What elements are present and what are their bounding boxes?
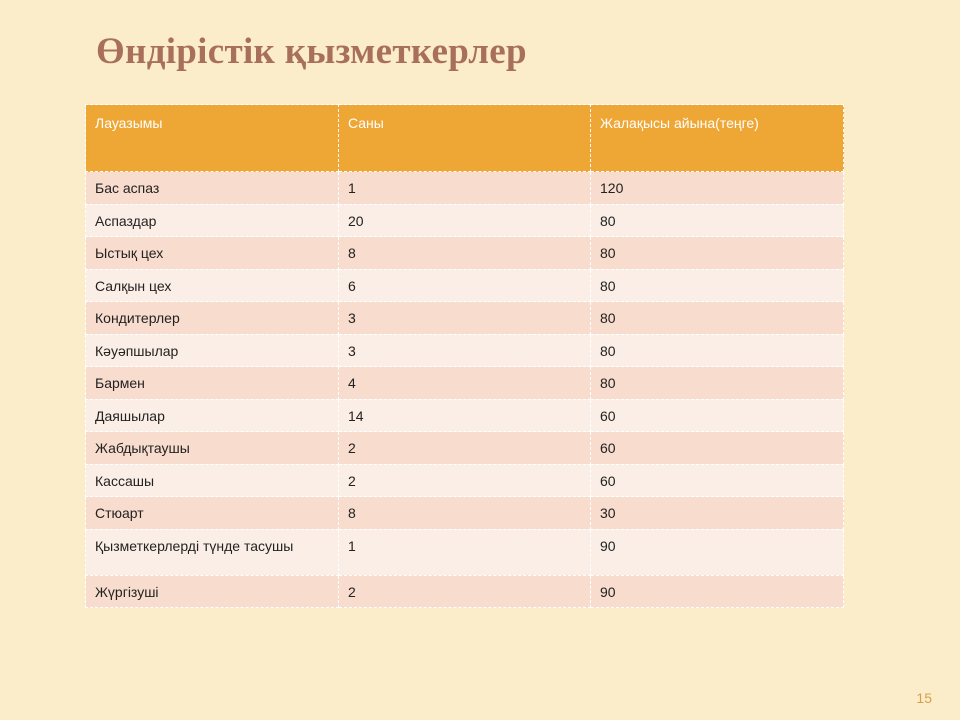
cell-salary: 30 bbox=[591, 497, 844, 530]
cell-salary: 60 bbox=[591, 464, 844, 497]
cell-position: Кондитерлер bbox=[86, 302, 339, 335]
cell-salary: 60 bbox=[591, 432, 844, 465]
cell-count: 3 bbox=[339, 302, 591, 335]
cell-position: Жүргізуші bbox=[86, 575, 339, 608]
cell-count: 1 bbox=[339, 529, 591, 575]
table-row bbox=[86, 497, 844, 530]
table-row bbox=[86, 367, 844, 400]
table-row bbox=[86, 237, 844, 270]
table-row bbox=[86, 399, 844, 432]
table-row bbox=[86, 302, 844, 335]
cell-count: 3 bbox=[339, 334, 591, 367]
cell-position: Бармен bbox=[86, 367, 339, 400]
cell-count: 6 bbox=[339, 269, 591, 302]
table-row bbox=[86, 529, 844, 575]
cell-salary: 80 bbox=[591, 269, 844, 302]
cell-count: 8 bbox=[339, 237, 591, 270]
cell-position: Стюарт bbox=[86, 497, 339, 530]
cell-salary: 90 bbox=[591, 529, 844, 575]
cell-position: Даяшылар bbox=[86, 399, 339, 432]
cell-count: 14 bbox=[339, 399, 591, 432]
cell-count: 2 bbox=[339, 464, 591, 497]
cell-position: Салқын цех bbox=[86, 269, 339, 302]
cell-count: 2 bbox=[339, 575, 591, 608]
cell-count: 4 bbox=[339, 367, 591, 400]
cell-count: 2 bbox=[339, 432, 591, 465]
header-salary: Жалақысы айына(теңге) bbox=[591, 105, 844, 172]
cell-salary: 80 bbox=[591, 334, 844, 367]
cell-position: Қызметкерлерді түнде тасушы bbox=[86, 529, 339, 575]
cell-salary: 60 bbox=[591, 399, 844, 432]
cell-position: Бас аспаз bbox=[86, 172, 339, 205]
table-row bbox=[86, 575, 844, 608]
cell-salary: 90 bbox=[591, 575, 844, 608]
cell-count: 1 bbox=[339, 172, 591, 205]
staff-table bbox=[85, 104, 844, 608]
cell-salary: 80 bbox=[591, 204, 844, 237]
table-row bbox=[86, 464, 844, 497]
cell-position: Жабдықтаушы bbox=[86, 432, 339, 465]
cell-salary: 80 bbox=[591, 237, 844, 270]
cell-salary: 80 bbox=[591, 302, 844, 335]
table-row bbox=[86, 334, 844, 367]
cell-position: Ыстық цех bbox=[86, 237, 339, 270]
table-header-row bbox=[86, 105, 844, 172]
cell-salary: 80 bbox=[591, 367, 844, 400]
cell-position: Аспаздар bbox=[86, 204, 339, 237]
table-row bbox=[86, 432, 844, 465]
table-row bbox=[86, 204, 844, 237]
table-row bbox=[86, 172, 844, 205]
header-count: Саны bbox=[339, 105, 591, 172]
cell-position: Кассашы bbox=[86, 464, 339, 497]
cell-position: Кәуәпшылар bbox=[86, 334, 339, 367]
cell-salary: 120 bbox=[591, 172, 844, 205]
cell-count: 8 bbox=[339, 497, 591, 530]
cell-count: 20 bbox=[339, 204, 591, 237]
table-row bbox=[86, 269, 844, 302]
header-position: Лауазымы bbox=[86, 105, 339, 172]
slide-title: Өндірістік қызметкерлер bbox=[96, 31, 527, 72]
page-number: 15 bbox=[916, 690, 932, 706]
